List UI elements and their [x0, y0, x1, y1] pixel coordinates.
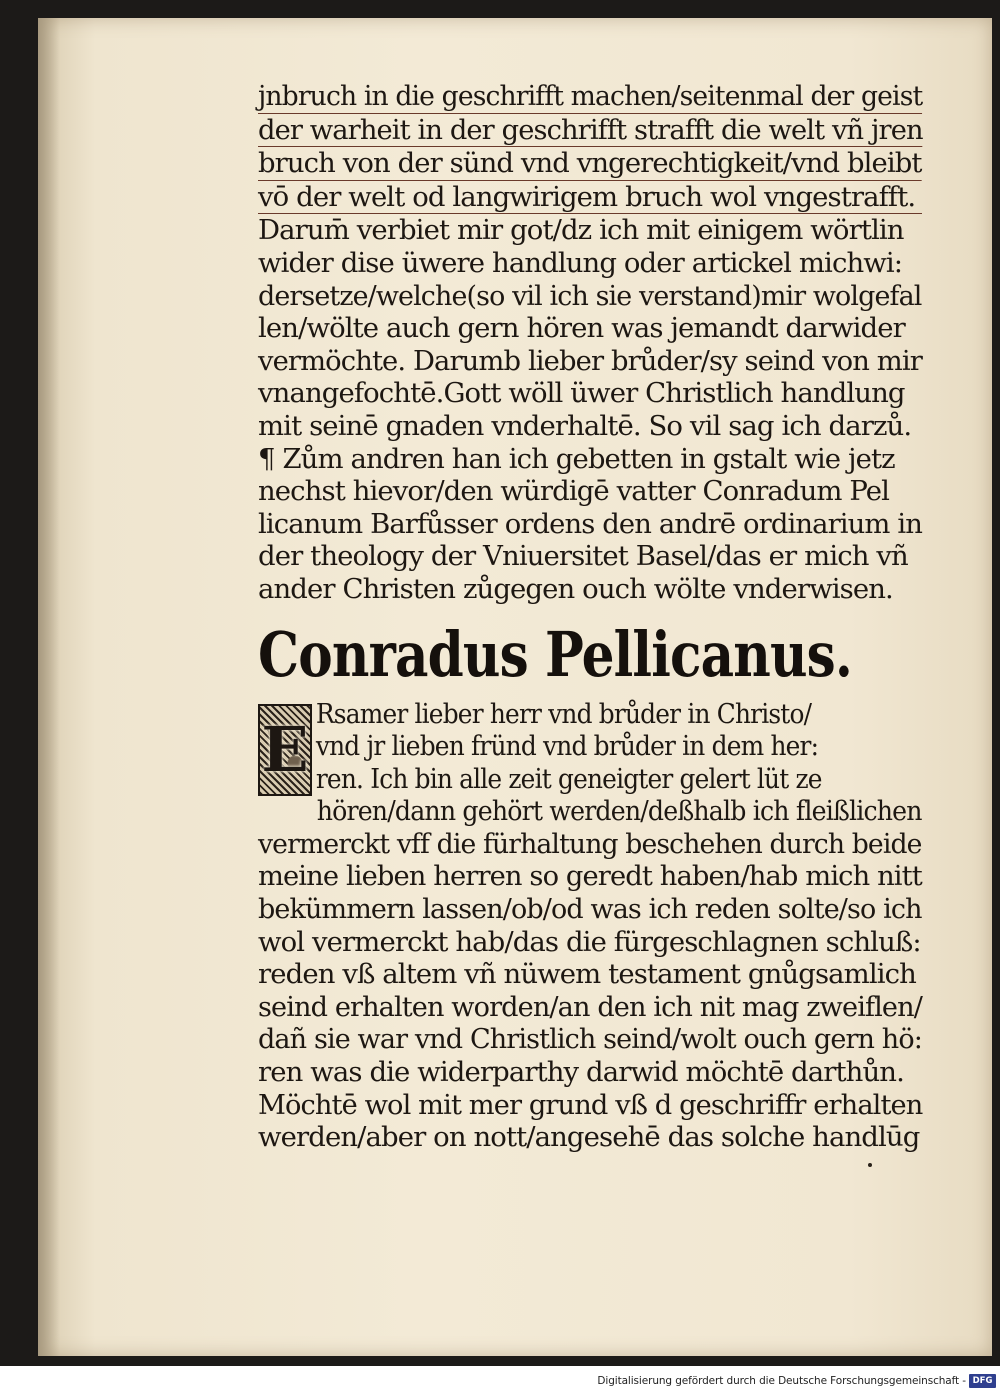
text-line: der warheit in der geschrifft strafft die welt vñ jren — [258, 113, 923, 146]
text-line: bekümmern lassen/ob/od was ich reden solte/so ich — [258, 893, 922, 926]
text-line: dañ sie war vnd Christlich seind/wolt ouch gern hö: — [258, 1023, 922, 1056]
text-line: licanum Barfůsser ordens den andrē ordinarium in — [258, 507, 923, 540]
text-line: reden vß altem vñ nüwem testament gnůgsamlich — [258, 958, 916, 991]
text-line: meine lieben herren so geredt haben/hab mich nitt — [258, 860, 922, 893]
text-line: vermöchte. Darumb lieber brůder/sy seind von mir — [258, 344, 922, 377]
text-line: wider dise üwere handlung oder artickel michwi: — [258, 246, 903, 279]
text-line: dersetze/welche(so vil ich sie verstand)mir wolgefal — [258, 279, 922, 312]
section-heading: Conradus Pellicanus. — [258, 617, 853, 691]
text-line: Möchtē wol mit mer grund vß d geschriffr erhalten — [258, 1088, 923, 1121]
text-line: hören/dann gehört werden/deßhalb ich fleißlichen — [316, 795, 922, 828]
text-line: der theology der Vniuersitet Basel/das er mich vñ — [258, 540, 908, 573]
text-line: jnbruch in die geschrifft machen/seitenmal der geist — [258, 80, 923, 112]
funding-notice: Digitalisierung gefördert durch die Deutsche Forschungsgemeinschaft - — [597, 1375, 966, 1387]
text-line: nechst hievor/den würdigē vatter Conradum Pel — [258, 475, 890, 508]
page-text-block — [258, 80, 922, 1154]
initial-paragraph — [258, 698, 922, 796]
text-line: Rsamer lieber herr vnd brůder in Christo/ — [315, 697, 812, 730]
text-line: ander Christen zůgegen ouch wölte vnderwisen. — [258, 572, 893, 605]
text-line: Darum̄ verbiet mir got/dz ich mit einigem wörtlin — [258, 214, 904, 247]
text-line: ¶ Zům andren han ich gebetten in gstalt wie jetz — [258, 442, 895, 475]
text-line: vnd jr lieben fründ vnd brůder in dem her: — [315, 730, 819, 763]
footer-bar — [0, 1370, 1000, 1393]
text-line: mit seinē gnaden vnderhaltē. So vil sag ich darzů. — [258, 409, 912, 442]
text-line: len/wölte auch gern hören was jemandt darwider — [258, 312, 905, 345]
ink-speck — [868, 1163, 872, 1167]
initial-letter: E — [261, 712, 309, 786]
text-line: vnangefochtē.Gott wöll üwer Christlich handlung — [258, 377, 905, 410]
text-line: wol vermerckt hab/das die fürgeschlagnen schluß: — [258, 925, 921, 958]
text-line: bruch von der sünd vnd vngerechtigkeit/vnd bleibt — [258, 147, 922, 180]
text-line: vermerckt vff die fürhaltung beschehen durch beide — [258, 827, 922, 860]
dfg-logo: DFG — [969, 1374, 996, 1388]
text-line: vō der welt od langwirigem bruch wol vngestrafft. — [258, 181, 922, 215]
binding-edge-shadow — [38, 18, 60, 1356]
text-line: seind erhalten worden/an den ich nit mag zweiflen/ — [258, 990, 922, 1023]
text-line: ren. Ich bin alle zeit geneigter gelert lüt ze — [315, 762, 822, 795]
text-line: werden/aber on nott/angesehē das solche handlūg — [258, 1121, 920, 1154]
text-line: ren was die widerparthy darwid möchtē darthůn. — [258, 1056, 904, 1089]
